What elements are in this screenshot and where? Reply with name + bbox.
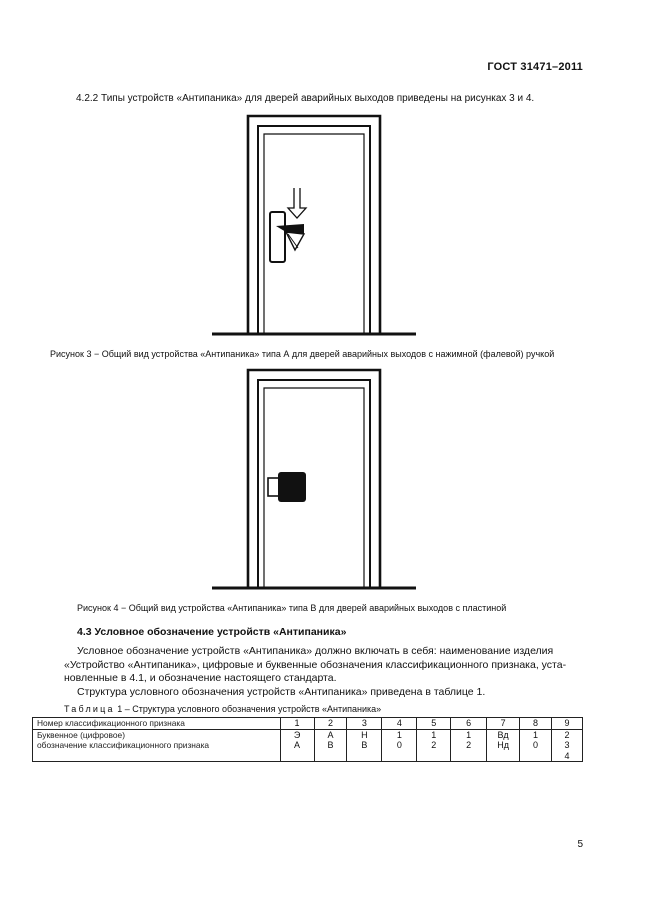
feature-code-5 [417, 729, 451, 762]
code-value: Э [293, 729, 301, 740]
paragraph-1-line-3: новленные в 4.1, и обозначение настоящего стандарта. [64, 672, 337, 684]
feature-code-1 [280, 729, 314, 762]
code-value: 0 [396, 740, 402, 750]
figure-4-door-push-plate [200, 366, 420, 592]
document-code: ГОСТ 31471–2011 [487, 61, 583, 73]
table-caption-rest: 1 – Структура условного обозначения устройств «Антипаника» [114, 704, 382, 714]
code-value: Вд [497, 729, 509, 740]
code-value: 2 [466, 740, 472, 750]
intro-paragraph: 4.2.2 Типы устройств «Антипаника» для дверей аварийных выходов приведены на рисунках 3 и 4. [76, 93, 535, 104]
table-row-numbers [33, 718, 583, 730]
table-caption-word: Таблица [64, 704, 115, 714]
code-value: 1 [533, 729, 539, 740]
code-value: 0 [533, 740, 539, 750]
row-label-number: Номер классификационного признака [33, 718, 281, 730]
code-value: 1 [396, 729, 402, 740]
feature-number-2: 2 [314, 718, 347, 730]
table-caption [64, 704, 381, 714]
feature-code-2 [314, 729, 347, 762]
feature-number-4: 4 [382, 718, 417, 730]
section-paragraph-1 [64, 645, 583, 686]
code-value: 3 [564, 740, 570, 750]
code-value: Нд [497, 740, 509, 750]
code-value: 4 [564, 750, 570, 761]
row-label-code [33, 729, 281, 762]
feature-number-5: 5 [417, 718, 451, 730]
feature-code-4 [382, 729, 417, 762]
section-heading: 4.3 Условное обозначение устройств «Антипаника» [77, 626, 347, 638]
row-label-code-line-1: Буквенное (цифровое) [37, 729, 125, 740]
code-value: 1 [431, 729, 437, 740]
paragraph-1-line-2: «Устройство «Антипаника», цифровые и буквенные обозначения классификационного признака, уста- [64, 658, 567, 671]
code-value: Н [361, 729, 368, 740]
code-value: 1 [466, 729, 472, 740]
feature-number-8: 8 [520, 718, 552, 730]
code-value: А [294, 740, 301, 750]
feature-number-1: 1 [280, 718, 314, 730]
feature-number-3: 3 [347, 718, 382, 730]
feature-code-9 [551, 729, 582, 762]
feature-number-6: 6 [451, 718, 487, 730]
code-value: В [361, 740, 368, 750]
code-value: В [327, 740, 334, 750]
figure-4-caption: Рисунок 4 − Общий вид устройства «Антипаника» типа В для дверей аварийных выходов с пластиной [77, 603, 507, 613]
table-row-codes [33, 729, 583, 762]
feature-code-7 [487, 729, 520, 762]
feature-code-6 [451, 729, 487, 762]
code-value: 2 [564, 729, 570, 740]
classification-table [32, 717, 583, 762]
figure-3-caption: Рисунок 3 − Общий вид устройства «Антипаника» типа А для дверей аварийных выходов с нажимной (фалевой) ручкой [50, 349, 555, 359]
feature-number-7: 7 [487, 718, 520, 730]
page-number: 5 [577, 839, 583, 850]
feature-code-8 [520, 729, 552, 762]
section-paragraph-2: Структура условного обозначения устройств «Антипаника» приведена в таблице 1. [77, 686, 486, 698]
paragraph-1-line-1: Условное обозначение устройств «Антипаника» должно включать в себя: наименование изделия [77, 645, 554, 657]
figure-3-door-push-bar [200, 112, 420, 338]
row-label-code-line-2: обозначение классификационного признака [37, 740, 210, 750]
code-value: 2 [431, 740, 437, 750]
feature-code-3 [347, 729, 382, 762]
code-value: А [327, 729, 334, 740]
feature-number-9: 9 [551, 718, 582, 730]
